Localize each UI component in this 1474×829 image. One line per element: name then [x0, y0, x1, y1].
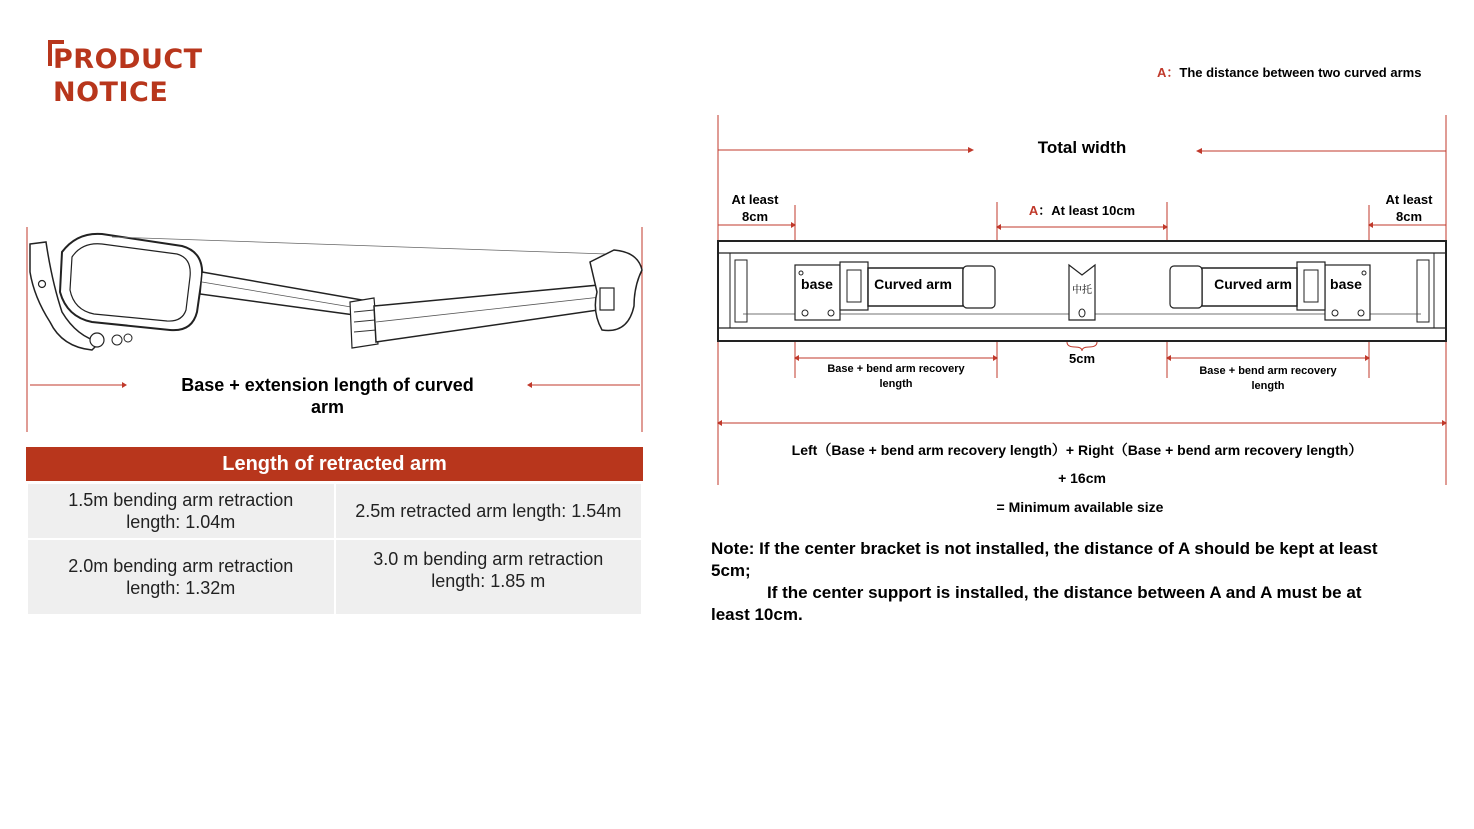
table-title: Length of retracted arm [26, 447, 643, 481]
recovery-left-line-2: length [879, 378, 913, 390]
a-distance-letter: A [1028, 203, 1039, 218]
note-line-3: If the center support is installed, the distance between A and A must be at [767, 583, 1362, 602]
cell-text: 2.5m retracted arm length: 1.54m [355, 501, 622, 521]
table-cell-2-5m [335, 483, 643, 539]
note-line-1: Note: If the center bracket is not installed, the distance of A should be kept at least [711, 539, 1378, 558]
logo-line-1: PRODUCT [53, 44, 203, 75]
cell-text: length: 1.32m [126, 578, 236, 598]
logo-line-2: NOTICE [53, 77, 169, 108]
at-least-left-line-1: At least [731, 192, 779, 207]
legend-text: The distance between two curved arms [1179, 65, 1422, 80]
curved-arm-left-label: Curved arm [874, 276, 952, 292]
table-cell-2-0m [27, 539, 335, 615]
note-line-2: 5cm; [711, 561, 751, 580]
curved-arm-right-label: Curved arm [1214, 276, 1292, 292]
center-bracket-label: 中托 [1072, 285, 1092, 296]
note-line-4: least 10cm. [711, 605, 803, 624]
retracted-arm-table [26, 447, 643, 616]
base-left-label: base [801, 276, 833, 292]
formula-line-3: = Minimum available size [996, 499, 1164, 515]
installation-dimension-diagram [705, 110, 1460, 490]
logo [46, 38, 216, 108]
cell-text: length: 1.85 m [431, 571, 546, 591]
cell-text: 1.5m bending arm retraction [68, 490, 294, 510]
base-right-label: base [1330, 276, 1362, 292]
arm-length-caption-line-2: arm [310, 397, 345, 417]
arm-length-caption-line-1: Base + extension length of curved [181, 375, 474, 395]
cell-text: 2.0m bending arm retraction [68, 556, 294, 576]
arm-length-caption [160, 374, 495, 418]
five-cm-label: 5cm [1068, 351, 1096, 366]
at-least-left-line-2: 8cm [741, 209, 769, 224]
recovery-left-line-1: Base + bend arm recovery [827, 363, 965, 375]
legend-a [1157, 62, 1421, 81]
total-width-label: Total width [1037, 138, 1127, 157]
a-distance-text: ：At least 10cm [1038, 203, 1136, 218]
legend-letter: A [1157, 65, 1167, 80]
at-least-right-line-1: At least [1385, 192, 1433, 207]
recovery-right-line-2: length [1251, 380, 1285, 392]
cell-text: 3.0 m bending arm retraction [373, 549, 604, 569]
recovery-right-line-1: Base + bend arm recovery [1199, 365, 1337, 377]
a-distance-label [1029, 203, 1135, 218]
installation-note [711, 538, 1451, 626]
table-cell-3-0m [335, 539, 643, 615]
legend-separator: ： [1166, 65, 1180, 80]
at-least-right-line-2: 8cm [1395, 209, 1423, 224]
table-cell-1-5m [27, 483, 335, 539]
formula-line-2: + 16cm [1058, 470, 1106, 486]
cell-text: length: 1.04m [126, 512, 236, 532]
formula-line-1: Left（Base + bend arm recovery length）+ Right（Base + bend arm recovery length） [791, 442, 1363, 458]
